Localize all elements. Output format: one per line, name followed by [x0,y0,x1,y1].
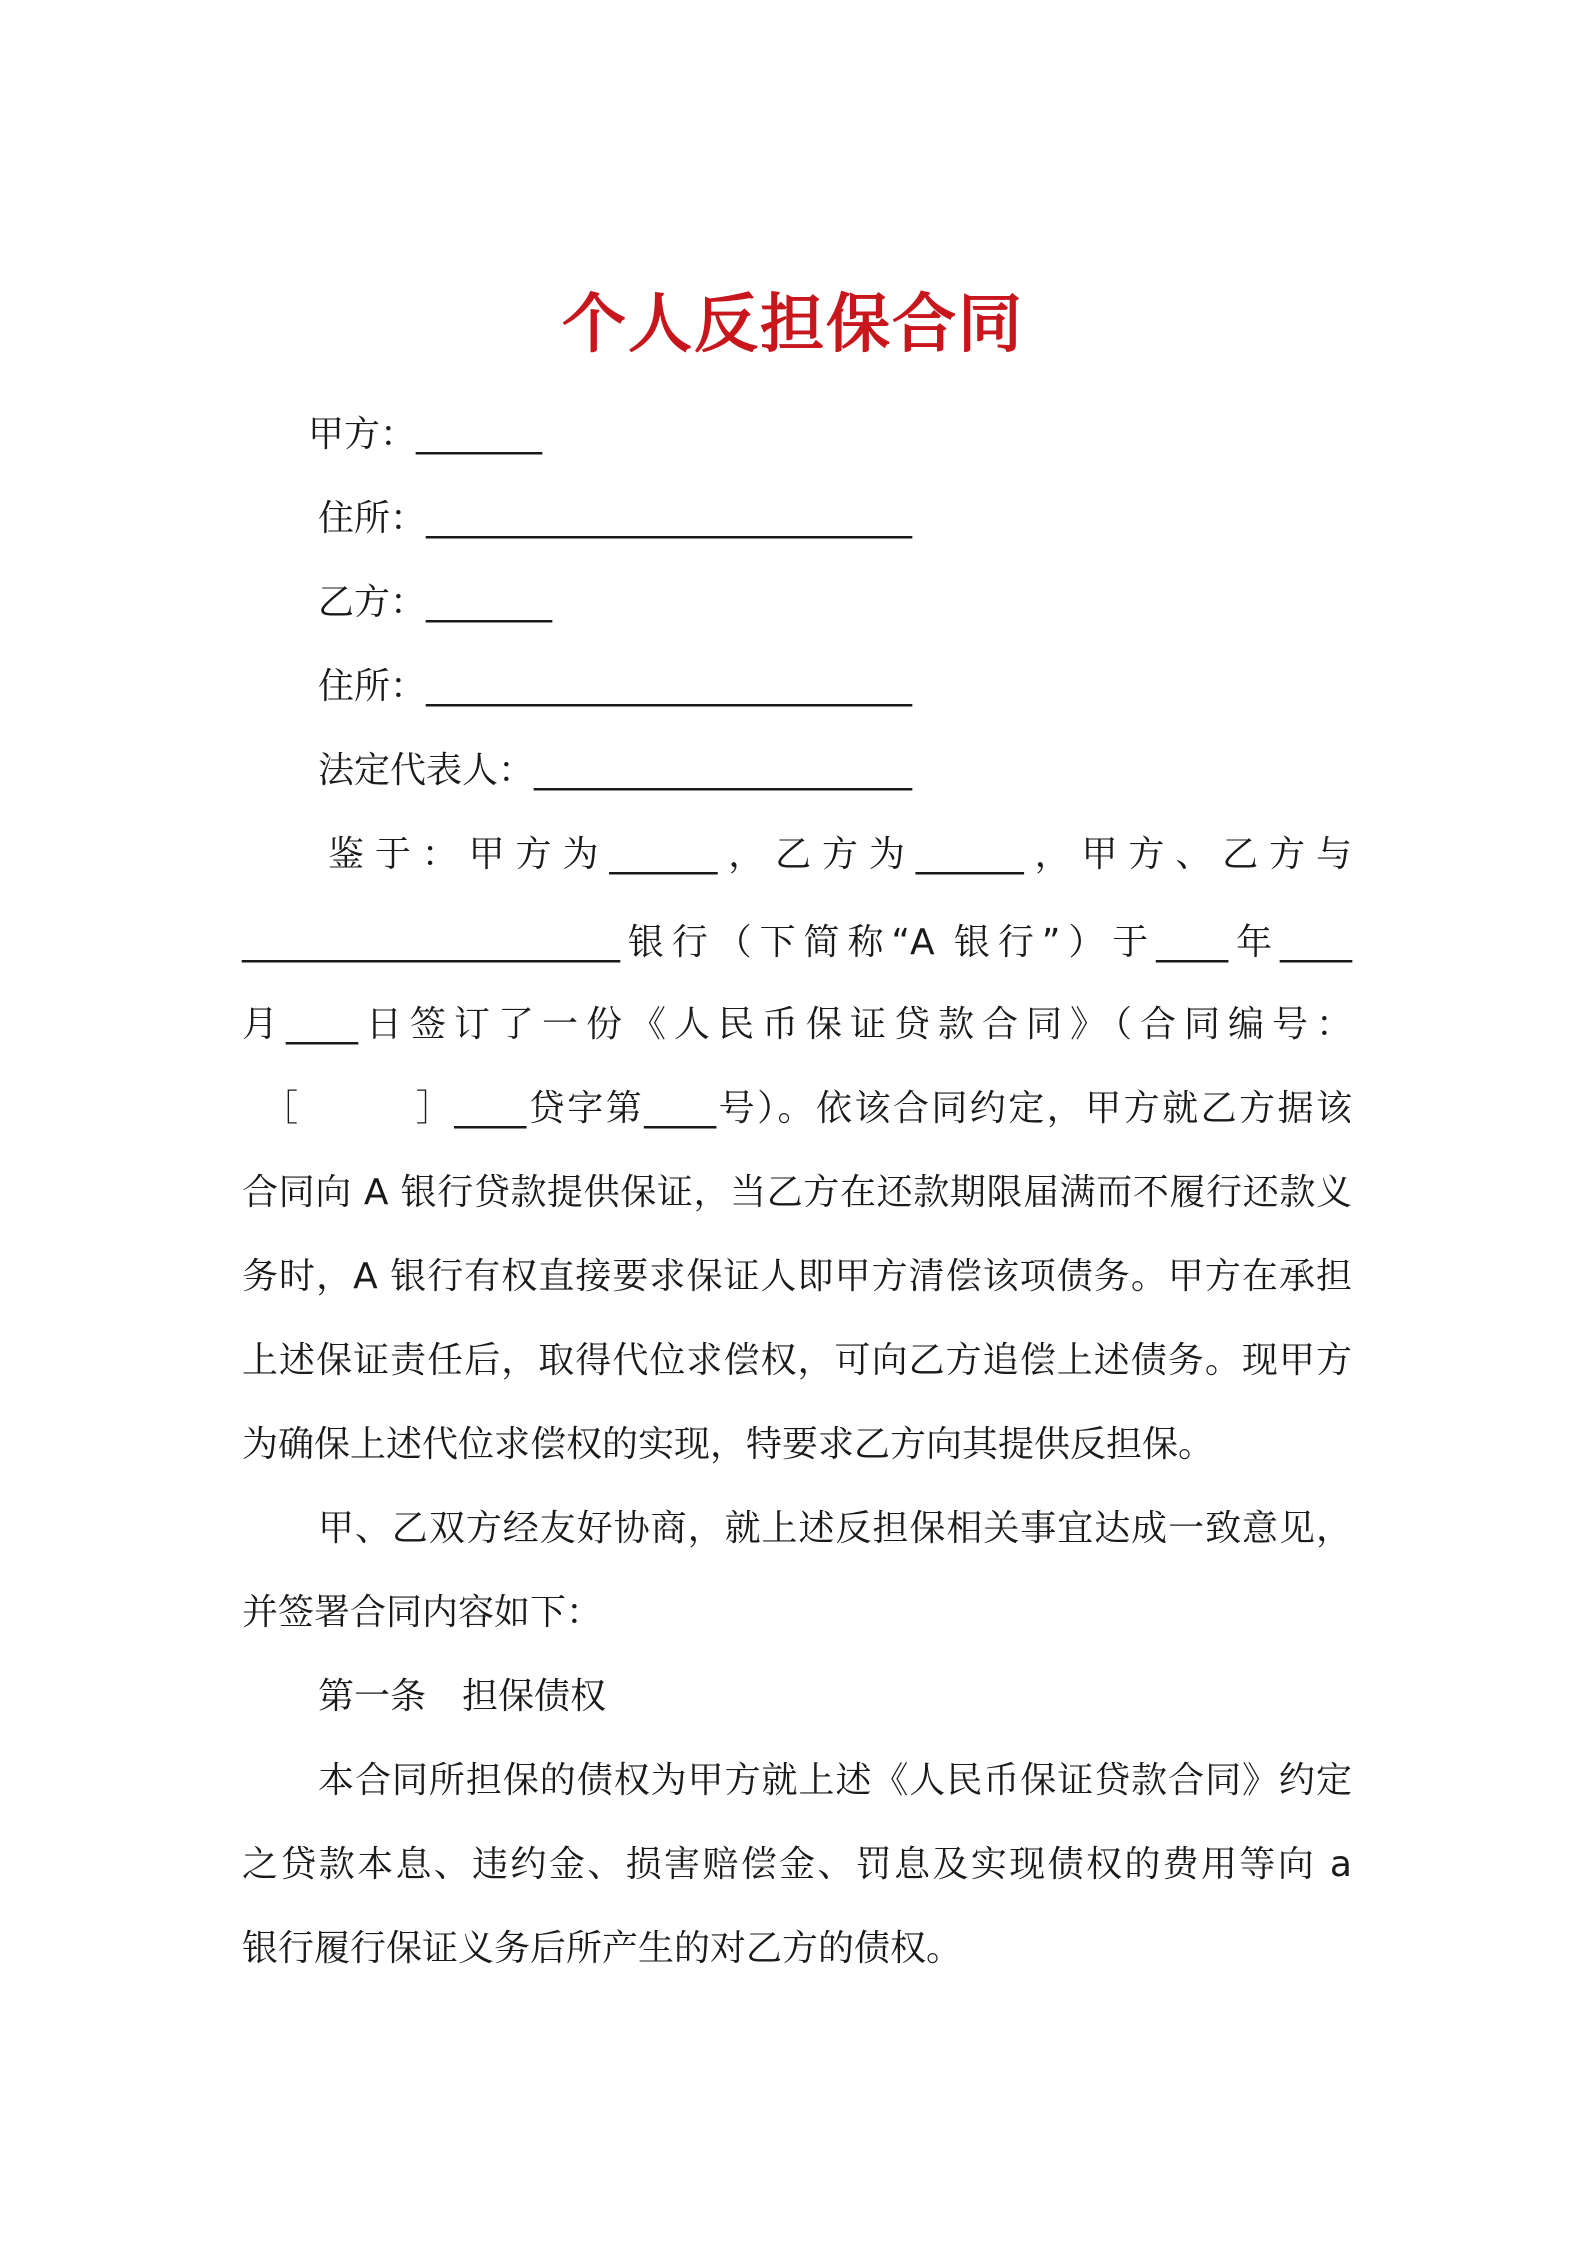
whereas-line-4: ［ ］____贷字第____号）。依该合同约定，甲方就乙方据该 [262,1088,1352,1129]
whereas-line-7: 上述保证责任后，取得代位求偿权，可向乙方追偿上述债务。现甲方 [242,1340,1352,1381]
party-b-address: 住所：___________________________ [318,666,913,707]
agreement-line-2: 并签署合同内容如下： [242,1592,603,1633]
whereas-line-6: 务时，A 银行有权直接要求保证人即甲方清偿该项债务。甲方在承担 [242,1256,1352,1297]
whereas-line-5: 合同向 A 银行贷款提供保证，当乙方在还款期限届满而不履行还款义 [242,1172,1352,1213]
whereas-line-3: 月____日签订了一份《人民币保证贷款合同》（合同编号： [242,1004,1352,1045]
article-1-line-2: 之贷款本息、违约金、损害赔偿金、罚息及实现债权的费用等向 a [242,1844,1352,1885]
legal-representative: 法定代表人：_____________________ [318,750,913,791]
agreement-line-1: 甲、乙双方经友好协商，就上述反担保相关事宜达成一致意见， [318,1508,1352,1549]
party-a-address: 住所：___________________________ [318,498,913,539]
whereas-line-8: 为确保上述代位求偿权的实现，特要求乙方向其提供反担保。 [242,1424,1215,1465]
party-b-name: 乙方：_______ [318,582,553,623]
article-1-heading: 第一条 担保债权 [318,1676,607,1717]
whereas-line-1: 鉴于：甲方为______，乙方为______，甲方、乙方与 [328,834,1352,875]
article-1-line-1: 本合同所担保的债权为甲方就上述《人民币保证贷款合同》约定 [318,1760,1352,1801]
whereas-line-2: _____________________银行（下简称“A 银行”）于____年____ [242,922,1352,963]
party-a-name: 甲方：_______ [308,414,543,455]
article-1-line-3: 银行履行保证义务后所产生的对乙方的债权。 [242,1928,963,1969]
document-title: 个人反担保合同 [562,288,1024,362]
